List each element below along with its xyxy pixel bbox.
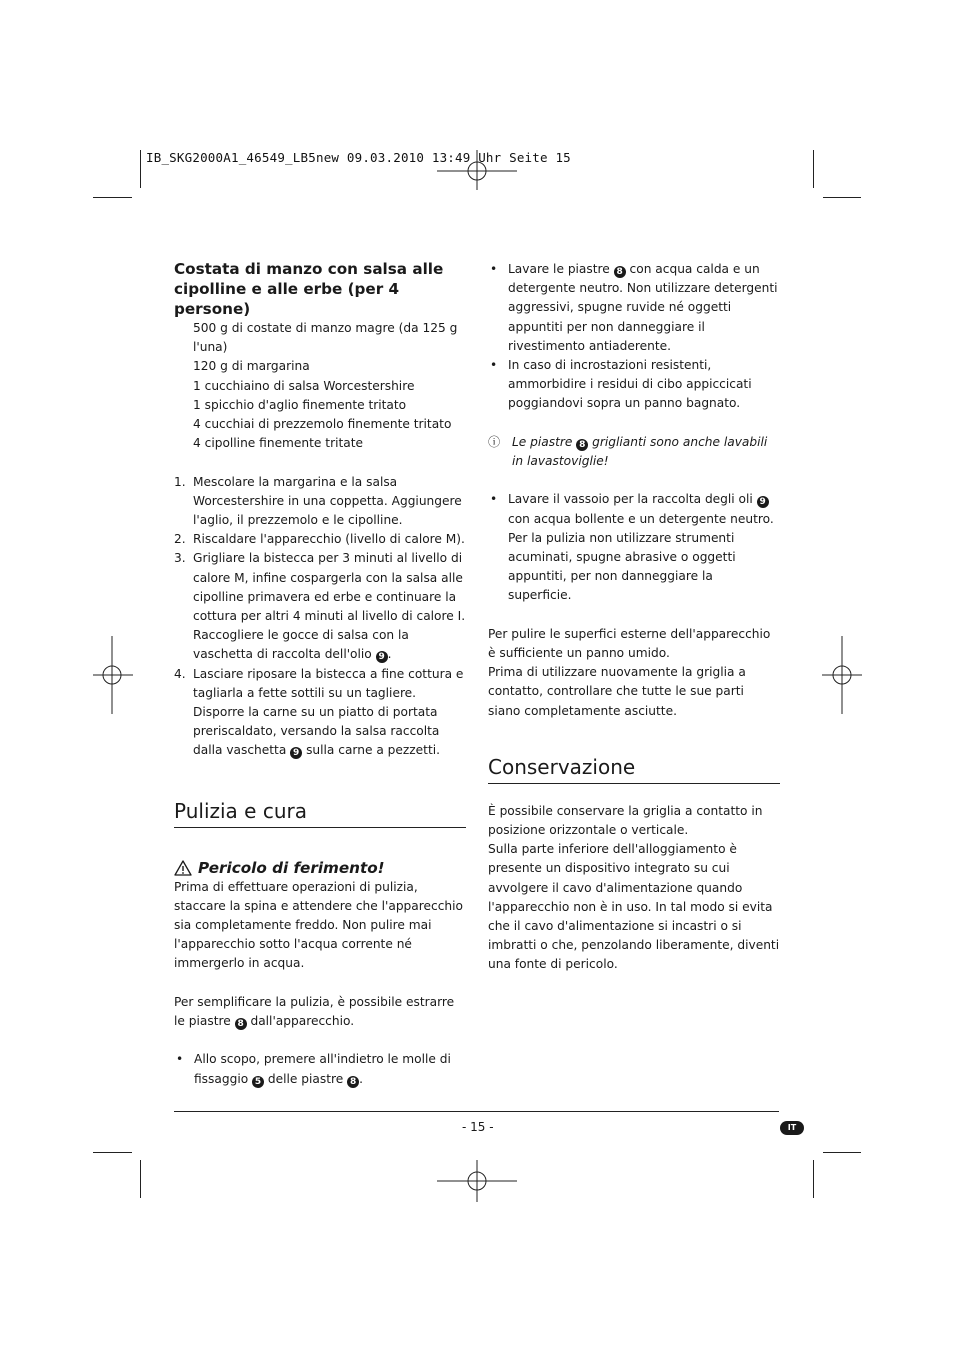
page-number: - 15 - [462, 1120, 494, 1134]
bullet-icon: • [490, 358, 498, 373]
ingredient-item: 4 cucchiai di prezzemolo finemente tritato [193, 417, 452, 432]
part-number-badge: 8 [347, 1076, 359, 1088]
bullet-icon: • [490, 262, 498, 276]
ingredient-item: 1 cucchiaino di salsa Worcestershire [193, 378, 415, 393]
ingredient-item: 120 g di margarina [193, 359, 310, 374]
part-number-badge: 5 [252, 1076, 264, 1088]
list-item: • Lavare le piastre 8 con acqua calda e un detergente neutro. Non utilizzare detergenti aggressivi, spugne ruvide né oggetti appuntiti per non danneggiare il rivestimento antiaderente. [488, 260, 780, 356]
warning-heading: Pericolo di ferimento! [174, 858, 466, 878]
bullet-icon: • [176, 1052, 184, 1067]
footer-rule [174, 1111, 779, 1112]
recipe-step: 1. Mescolare la margarina e la salsa Worcestershire in una coppetta. Aggiungere l'aglio, il prezzemolo e le cipolline. [174, 474, 462, 528]
warning-icon [174, 860, 192, 876]
part-number-badge: 9 [376, 651, 388, 663]
info-icon: ⓘ [488, 434, 501, 449]
recipe-step: 2. Riscaldare l'apparecchio (livello di calore M). [174, 532, 465, 547]
remove-plates-text: Per semplificare la pulizia, è possibile estrarre le piastre 8 dall'apparecchio. [174, 994, 455, 1030]
part-number-badge: 8 [614, 266, 626, 278]
list-item: • In caso di incrostazioni resistenti, ammorbidire i residui di cibo appiccicati poggiandovi sopra un panno bagnato. [488, 356, 780, 414]
part-number-badge: 9 [757, 496, 769, 508]
registration-mark-left [93, 636, 133, 714]
right-column [488, 260, 780, 975]
ingredient-item: 500 g di costate di manzo magre (da 125 g l'una) [193, 321, 458, 355]
part-number-badge: 8 [576, 439, 588, 451]
info-note: ⓘ Le piastre 8 griglianti sono anche lavabili in lavastoviglie! [488, 433, 780, 471]
registration-mark-top [437, 150, 517, 190]
recipe-step: 3. Grigliare la bistecca per 3 minuti al livello di calore M, infine cospargerla con la salsa alle cipolline primavera ed erbe e continuare la cottura per altri 4 minuti al livello di calore I. Raccogliere le gocce di salsa con la vaschetta di raccolta dell'olio 9 . [174, 551, 466, 663]
language-badge: IT [780, 1121, 804, 1135]
bullet-icon: • [490, 492, 498, 507]
recipe-title: Costata di manzo con salsa alle cipolline e alle erbe (per 4 persone) [174, 260, 444, 318]
part-number-badge: 8 [235, 1018, 247, 1030]
warning-text: Prima di effettuare operazioni di pulizia, staccare la spina e attendere che l'apparecchio sia completamente freddo. Non pulire mai l'apparecchio sotto l'acqua corrente né immergerlo in acqua. [174, 879, 463, 971]
storage-text-2: Sulla parte inferiore dell'alloggiamento è presente un dispositivo integrato su cui avvolgere il cavo d'alimentazione quando l'apparecchio non è in uso. In tal modo si evita che il cavo d'alimentazione si incastri o si imbratti o che, penzolando liberamente, diventi una fonte di pericolo. [488, 842, 780, 972]
list-item: • Lavare il vassoio per la raccolta degli oli 9 con acqua bollente e un detergente neutro. Per la pulizia non utilizzare strumenti acuminati, spugne abrasive o oggetti appuntiti, per non danneggiare la superficie. [488, 490, 780, 605]
storage-text-1: È possibile conservare la griglia a contatto in posizione orizzontale o verticale. [488, 803, 763, 838]
registration-mark-bottom [437, 1160, 517, 1202]
recipe-step: 4. Lasciare riposare la bistecca a fine cottura e tagliarla a fette sottili su un tagliere. Disporre la carne su un piatto di portata preriscaldato, versando la salsa raccolta dalla vaschetta 9 sulla carne a pezzetti. [174, 666, 464, 759]
section-title-cleaning: Pulizia e cura [174, 799, 466, 828]
registration-mark-right [822, 636, 862, 714]
print-header: IB_SKG2000A1_46549_LB5new 09.03.2010 13:49 Uhr Seite 15 [146, 150, 571, 165]
exterior-cleaning-text: Per pulire le superfici esterne dell'apparecchio è sufficiente un panno umido. [488, 626, 771, 661]
left-column [174, 259, 466, 1089]
ingredient-item: 4 cipolline finemente tritate [193, 436, 364, 451]
section-title-storage: Conservazione [488, 755, 780, 784]
ingredient-list [174, 319, 466, 453]
before-use-text: Prima di utilizzare nuovamente la griglia a contatto, controllare che tutte le sue parti siano completamente asciutte. [488, 665, 746, 718]
part-number-badge: 9 [290, 747, 302, 759]
list-item: • Allo scopo, premere all'indietro le molle di fissaggio 5 delle piastre 8 . [174, 1050, 466, 1088]
ingredient-item: 1 spicchio d'aglio finemente tritato [193, 397, 407, 412]
